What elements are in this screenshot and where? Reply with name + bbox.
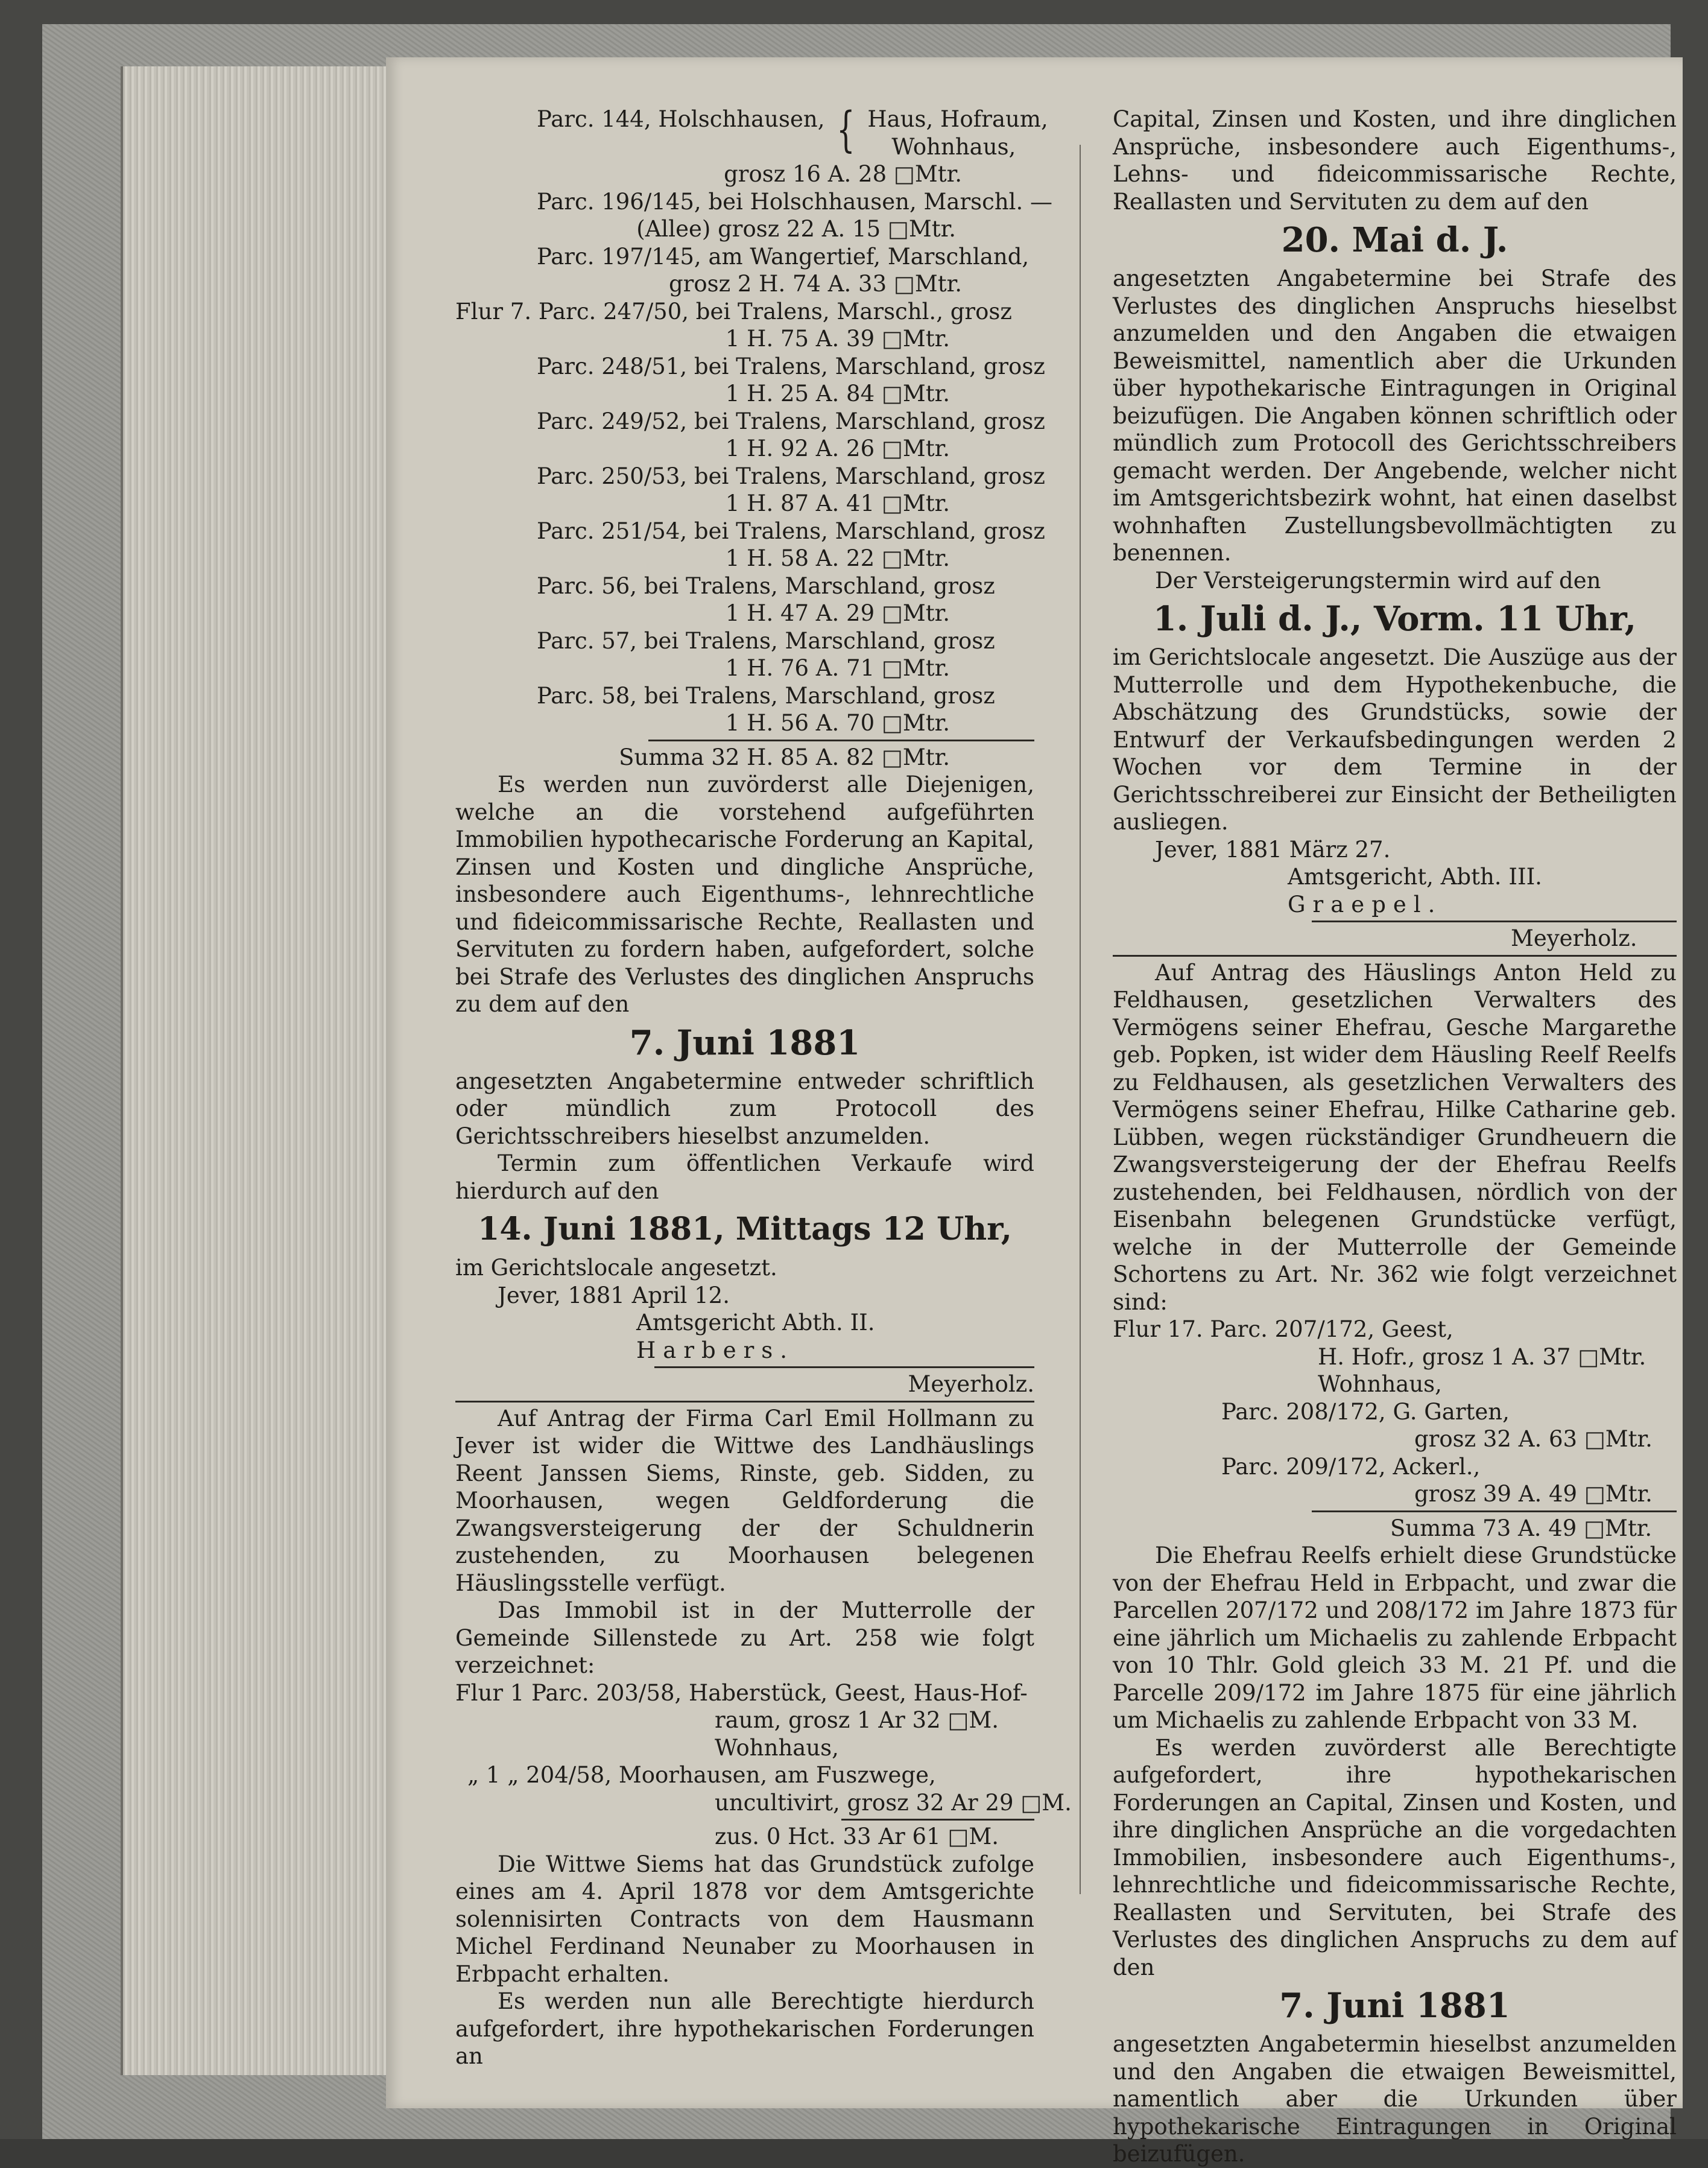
page-edges: [121, 66, 400, 2075]
parcel-size: grosz 2 H. 74 A. 33 □Mtr.: [668, 271, 962, 297]
brace-items: [867, 106, 1048, 160]
notice-paragraph: Der Versteigerungstermin wird auf den: [1155, 567, 1601, 594]
sum-rule: [648, 740, 1034, 741]
notice-paragraph: im Gerichtslocale angesetzt. Die Auszüge aus der Mutterrolle und dem Hypothekenbuche, die Abschätzung des Grundstücks, sowie der Entwurf der Verkaufsbedingungen werden 2 Wochen vor dem Termine in der Gerichtsschreiberei zur Einsicht der Betheiligten ausliegen.: [1113, 644, 1677, 835]
signature-rule: [1312, 921, 1677, 922]
notice-paragraph: angesetzten Angabetermine entweder schriftlich oder mündlich zum Protocoll des Gerichtsschreibers hieselbst anzumelden.: [455, 1068, 1034, 1149]
brace-item: Haus, Hofraum,: [867, 106, 1048, 132]
parcel-line: Parc. 209/172, Ackerl.,: [1221, 1453, 1481, 1480]
parcel-summa: Summa 32 H. 85 A. 82 □Mtr.: [619, 744, 950, 770]
deadline-date: 20. Mai d. J.: [1281, 220, 1508, 260]
parcel-line: Wohnhaus,: [1318, 1371, 1442, 1397]
notice-paragraph: Termin zum öffentlichen Verkaufe wird hierdurch auf den: [455, 1150, 1034, 1204]
column-divider: [1080, 145, 1081, 1894]
notice-paragraph: angesetzten Angabetermin hieselbst anzumelden und den Angaben die etwaigen Beweismittel, namentlich aber die Urkunden über hypothekarische Eintragungen in Original beizufügen.: [1113, 2031, 1677, 2167]
auction-date: 14. Juni 1881, Mittags 12 Uhr,: [478, 1211, 1012, 1247]
parcel-line: „ 1 „ 204/58, Moorhausen, am Fuszwege,: [467, 1762, 936, 1788]
parcel-size: 1 H. 75 A. 39 □Mtr.: [725, 326, 950, 352]
parcel-size: 1 H. 25 A. 84 □Mtr.: [725, 381, 950, 407]
parcel-size: 1 H. 87 A. 41 □Mtr.: [725, 490, 950, 516]
left-column: [455, 101, 1072, 2069]
parcel-size: 1 H. 92 A. 26 □Mtr.: [725, 436, 950, 461]
parcel-sum: zus. 0 Hct. 33 Ar 61 □M.: [715, 1824, 999, 1849]
parcel-line: Parc. 144, Holschhausen,: [537, 106, 825, 132]
notice-separator: [1113, 955, 1677, 957]
parcel-size: 1 H. 76 A. 71 □Mtr.: [725, 655, 950, 681]
deadline-date: 7. Juni 1881: [1279, 1986, 1510, 2026]
parcel-line: H. Hofr., grosz 1 A. 37 □Mtr.: [1318, 1343, 1646, 1370]
sum-rule: [841, 1819, 1034, 1821]
notice-paragraph: Die Ehefrau Reelfs erhielt diese Grundstücke von der Ehefrau Held in Erbpacht, und zwar die Parcellen 207/172 und 208/172 im Jahre 1873 für eine jährlich um Michaelis zu zahlende Erbpacht von 10 Thlr. Gold gleich 33 M. 21 Pf. und die Parcelle 209/172 im Jahre 1875 für eine jährlich um Michaelis zu zahlende Erbpacht von 33 M.: [1113, 1542, 1677, 1733]
auction-date: 1. Juli d. J., Vorm. 11 Uhr,: [1153, 599, 1637, 639]
parcel-line: raum, grosz 1 Ar 32 □M.: [715, 1707, 999, 1733]
parcel-sum: Summa 73 A. 49 □Mtr.: [1390, 1515, 1653, 1541]
notice-paragraph: angesetzten Angabetermine bei Strafe des Verlustes des dinglichen Anspruchs hieselbst anzumelden und den Angaben die etwaigen Beweismittel, namentlich aber die Urkunden über hypothekarische Eintragungen in Original beizufügen. Die Angaben können schriftlich oder mündlich zum Protocoll des Gerichtsschreibers gemacht werden. Der Angebende, welcher nicht im Amtsgerichtsbezirk wohnt, hat einen daselbst wohnhaften Zustellungsbevollmächtigten zu benennen.: [1113, 265, 1677, 566]
parcel-line: Flur 17. Parc. 207/172, Geest,: [1113, 1316, 1453, 1342]
notice-locale: im Gerichtslocale angesetzt.: [455, 1255, 777, 1281]
brace-item: Wohnhaus,: [891, 133, 1016, 160]
signer-name: Harbers.: [636, 1337, 795, 1363]
parcel-line: Flur 1 Parc. 203/58, Haberstück, Geest, Haus-Hof-: [455, 1679, 1028, 1706]
parcel-line: grosz 32 A. 63 □Mtr.: [1414, 1426, 1653, 1452]
place-date: Jever, 1881 März 27.: [1155, 836, 1391, 863]
parcel-size: 1 H. 58 A. 22 □Mtr.: [725, 545, 950, 571]
parcel-line: Parc. 251/54, bei Tralens, Marschland, grosz: [537, 518, 1045, 544]
sum-rule: [1312, 1510, 1677, 1512]
parcel-size: (Allee) grosz 22 A. 15 □Mtr.: [636, 216, 956, 242]
brace-symbol: {: [837, 101, 856, 157]
parcel-line: Parc. 57, bei Tralens, Marschland, grosz: [537, 627, 995, 654]
parcel-line: Parc. 249/52, bei Tralens, Marschland, grosz: [537, 408, 1045, 434]
parcel-line: Wohnhaus,: [715, 1734, 839, 1761]
notice-separator: [455, 1401, 1034, 1403]
parcel-line: Parc. 250/53, bei Tralens, Marschland, grosz: [537, 463, 1045, 489]
parcel-line: Parc. 58, bei Tralens, Marschland, grosz: [537, 682, 995, 709]
parcel-line: Flur 7. Parc. 247/50, bei Tralens, Marschl., grosz: [455, 298, 1012, 325]
parcel-line: Parc. 196/145, bei Holschhausen, Marschl. —: [537, 188, 1053, 215]
notice-paragraph: Auf Antrag der Firma Carl Emil Hollmann zu Jever ist wider die Wittwe des Landhäuslings Reent Janssen Siems, Rinste, geb. Sidden, zu Moorhausen, wegen Geldforderung die Zwangsversteigerung der der Schuldnerin zustehenden, zu Moorhausen belegenen Häuslingsstelle verfügt.: [455, 1405, 1034, 1596]
court-name: Amtsgericht Abth. II.: [636, 1310, 875, 1336]
notice-paragraph: Es werden zuvörderst alle Berechtigte aufgefordert, ihre hypothekarischen Forderungen an Capital, Zinsen und Kosten, und ihre dinglichen Ansprüche an die vorgedachten Immobilien, insbesondere auch Eigenthums-, lehnrechtliche und fideicommissarische Rechte, Reallasten und Servituten, bei Strafe des Verlustes des dinglichen Anspruchs zu dem auf den: [1113, 1734, 1677, 1980]
parcel-size: 1 H. 47 A. 29 □Mtr.: [725, 600, 950, 626]
parcel-line: Parc. 197/145, am Wangertief, Marschland,: [537, 243, 1030, 270]
right-column: [1113, 106, 1677, 2167]
parcel-entry: [455, 101, 1048, 160]
signature-rule: [654, 1366, 1034, 1368]
deadline-date: 7. Juni 1881: [629, 1022, 861, 1063]
court-name: Amtsgericht, Abth. III.: [1288, 864, 1542, 890]
notice-paragraph: Die Wittwe Siems hat das Grundstück zufolge eines am 4. April 1878 vor dem Amtsgerichte solennisirten Contracts von dem Hausmann Michel Ferdinand Neunaber zu Moorhausen in Erbpacht erhalten.: [455, 1851, 1034, 1987]
notice-paragraph: Es werden nun zuvörderst alle Diejenigen, welche an die vorstehend aufgeführten Immobilien hypothecarische Forderung an Kapital, Zinsen und Kosten und dingliche Ansprüche, insbesondere auch Eigenthums-, lehnrechtliche und fideicommissarische Rechte, Reallasten und Servituten zu fordern haben, aufgefordert, solche bei Strafe des Verlustes des dinglichen Anspruchs zu dem auf den: [455, 772, 1034, 1017]
notice-paragraph: Capital, Zinsen und Kosten, und ihre dinglichen Ansprüche, insbesondere auch Eigenthums-, Lehns- und fideicommissarische Rechte, Reallasten und Servituten zu dem auf den: [1113, 106, 1677, 215]
parcel-size: 1 H. 56 A. 70 □Mtr.: [725, 710, 950, 736]
parcel-line: Parc. 208/172, G. Garten,: [1221, 1398, 1510, 1425]
parcel-line: Parc. 56, bei Tralens, Marschland, grosz: [537, 572, 995, 599]
parcel-line: uncultivirt, grosz 32 Ar 29 □M.: [715, 1789, 1072, 1816]
notice-paragraph: Es werden nun alle Berechtigte hierdurch aufgefordert, ihre hypothekarischen Forderungen an: [455, 1988, 1034, 2069]
clerk-name: Meyerholz.: [908, 1371, 1034, 1397]
place-date: Jever, 1881 April 12.: [498, 1282, 730, 1308]
parcel-line: Parc. 248/51, bei Tralens, Marschland, grosz: [537, 353, 1045, 379]
signer-name: Graepel.: [1288, 891, 1443, 918]
notice-paragraph: Das Immobil ist in der Mutterrolle der Gemeinde Sillenstede zu Art. 258 wie folgt verzeichnet:: [455, 1597, 1034, 1678]
clerk-name: Meyerholz.: [1511, 925, 1637, 951]
notice-paragraph: Auf Antrag des Häuslings Anton Held zu Feldhausen, gesetzlichen Verwalters des Vermögens seiner Ehefrau, Gesche Margarethe geb. Popken, ist wider dem Häusling Reelf Reelfs zu Feldhausen, als gesetzlichen Verwalters des Vermögens seiner Ehefrau, Hilke Catharine geb. Lübben, wegen rückständiger Grundheuern die Zwangsversteigerung der der Ehefrau Reelfs zustehenden, bei Feldhausen, nördlich von der Eisenbahn belegenen Grundstücke verfügt, welche in der Mutterrolle der Gemeinde Schortens zu Art. Nr. 362 wie folgt verzeichnet sind:: [1113, 959, 1677, 1315]
parcel-size: grosz 16 A. 28 □Mtr.: [724, 161, 962, 187]
parcel-line: grosz 39 A. 49 □Mtr.: [1414, 1481, 1653, 1507]
